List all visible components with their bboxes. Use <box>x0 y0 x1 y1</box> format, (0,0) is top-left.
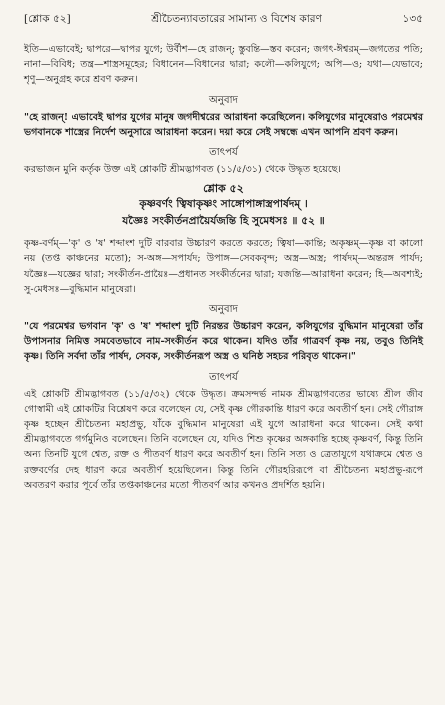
translation-heading-1: অনুবাদ <box>209 94 238 106</box>
translation-verse-51: "হে রাজন্! এভাবেই দ্বাপর যুগের মানুষ জগদীশ্বরের আরাধনা করেছিলেন। কলিযুগের মানুষেরাও পরমেশ্বর ভগবানকে শাস্ত্রের নির্দেশ অনুসারে আরাধনা করেন। দয়া করে সেই সম্বন্ধে এখন আপনি শ্রবণ করুন। <box>24 111 423 138</box>
translation-verse-52: "যে পরমেশ্বর ভগবান 'কৃ' ও 'ষ' শব্দাংশ দুটি নিরন্তর উচ্চারণ করেন, কলিযুগের বুদ্ধিমান মানুষেরা তাঁর উপাসনার নিমিত্ত সমবেতভাবে নাম-সংকীর্তন করে থাকেন। যদিও তাঁর গাত্রবর্ণ কৃষ্ণ নয়, তবুও তিনিই কৃষ্ণ। তিনি সর্বদা তাঁর পার্ষদ, সেবক, সংকীর্তনরূপ অস্ত্র ও ঘনিষ্ঠ সহচর পরিবৃত থাকেন।" <box>24 321 423 363</box>
page-header <box>24 12 423 26</box>
purport-heading-1: তাৎপর্য <box>209 147 238 159</box>
purport-verse-52: এই শ্লোকটি শ্রীমদ্ভাগবত (১১/৫/৩২) থেকে উদ্ধৃত। ক্রমসন্দর্ভ নামক শ্রীমদ্ভাগবতের ভাষ্যে শ্রীল জীব গোস্বামী এই শ্লোকটির বিশ্লেষণ করে বলেছেন যে, সেই কৃষ্ণ গৌরকান্তি ধারণ করে অবতীর্ণ হন। সেই গৌরাঙ্গ কৃষ্ণ হচ্ছেন শ্রীচৈতন্য মহাপ্রভু, যাঁকে বুদ্ধিমান মানুষেরা এই যুগে আরাধনা করে থাকেন। সেই কথা শ্রীমদ্ভাগবতে গর্গমুনিও বলেছেন। তিনি বলেছেন যে, যদিও শিশু কৃষ্ণের অঙ্গকান্তি হচ্ছে কৃষ্ণবর্ণ, কিন্তু তিনি অন্য তিনটি যুগে শ্বেত, রক্ত ও পীতবর্ণ ধারণ করে অবতীর্ণ হন। তিনি সত্য ও ত্রেতাযুগে যথাক্রমে শ্বেত ও রক্তবর্ণের দেহ ধারণ করে অবতীর্ণ হয়েছিলেন। কিন্তু তিনি গৌরহরিরূপে বা শ্রীচৈতন্য মহাপ্রভু-রূপে অবতরণ করার পূর্বে তাঁর তপ্তকাঞ্চনের মতো পীতবর্ণ আর কখনও প্রদর্শিত হয়নি। <box>24 388 423 491</box>
word-meanings-verse-52: কৃষ্ণ-বর্ণম্—'কৃ' ও 'ষ' শব্দাংশ দুটি বারবার উচ্চারণ করতে করতে; ত্বিষা—কান্তি; অকৃষ্ণম্—কৃষ্ণ বা কালো নয় (তপ্ত কাঞ্চনের মতো); স-অঙ্গ—সপার্যদ; উপাঙ্গ—সেবকবৃন্দ; অস্ত্র—অস্ত্র; পার্ষদম্—অন্তরঙ্গ পার্যদ; যজ্ঞৈঃ—যজ্ঞের দ্বারা; সংকীর্তন-প্রায়ৈঃ—প্রধানত সংকীর্তনের দ্বারা; যজন্তি—আরাধনা করেন; হি—অবশ্যই; সু-মেধসঃ—বুদ্ধিমান মানুষেরা। <box>24 238 423 295</box>
translation-heading-2: অনুবাদ <box>209 304 238 316</box>
word-meanings-verse-51: ইতি—এভাবেই; দ্বাপরে—দ্বাপর যুগে; উর্বীশ—হে রাজন্; স্তুবন্তি—স্তব করেন; জগৎ-ঈশ্বরম্—জগতের পতি; নানা—বিবিধ; তন্ত্র—শাস্ত্রসমূহের; বিধানেন—বিধানের দ্বারা; কলৌ—কলিযুগে; অপি—ও; যথা—যেভাবে; শৃণু—অনুগ্রহ করে শ্রবণ করুন। <box>24 44 423 86</box>
purport-heading-2: তাৎপর্য <box>209 371 238 383</box>
purport-verse-51: করভাজন মুনি কর্তৃক উক্ত এই শ্লোকটি শ্রীমদ্ভাগবত (১১/৫/৩১) থেকে উদ্ধৃত হয়েছে। <box>24 164 341 176</box>
page-number: ১৩৫ <box>402 13 423 25</box>
verse-heading: শ্লোক ৫২ <box>203 182 244 196</box>
verse-line-2: যজ্ঞৈঃ সংকীর্তনপ্রায়ৈর্যজন্তি হি সুমেধসঃ ॥ ৫২ ॥ <box>122 215 325 228</box>
verse-line-1: কৃষ্ণবর্ণং ত্বিষাকৃষ্ণং সাঙ্গোপাঙ্গাস্ত্রপার্ষদম্ । <box>139 198 308 211</box>
chapter-title: শ্রীচৈতন্যাবতারের সামান্য ও বিশেষ কারণ <box>151 13 322 25</box>
verse-reference: [শ্লোক ৫২] <box>24 13 71 25</box>
